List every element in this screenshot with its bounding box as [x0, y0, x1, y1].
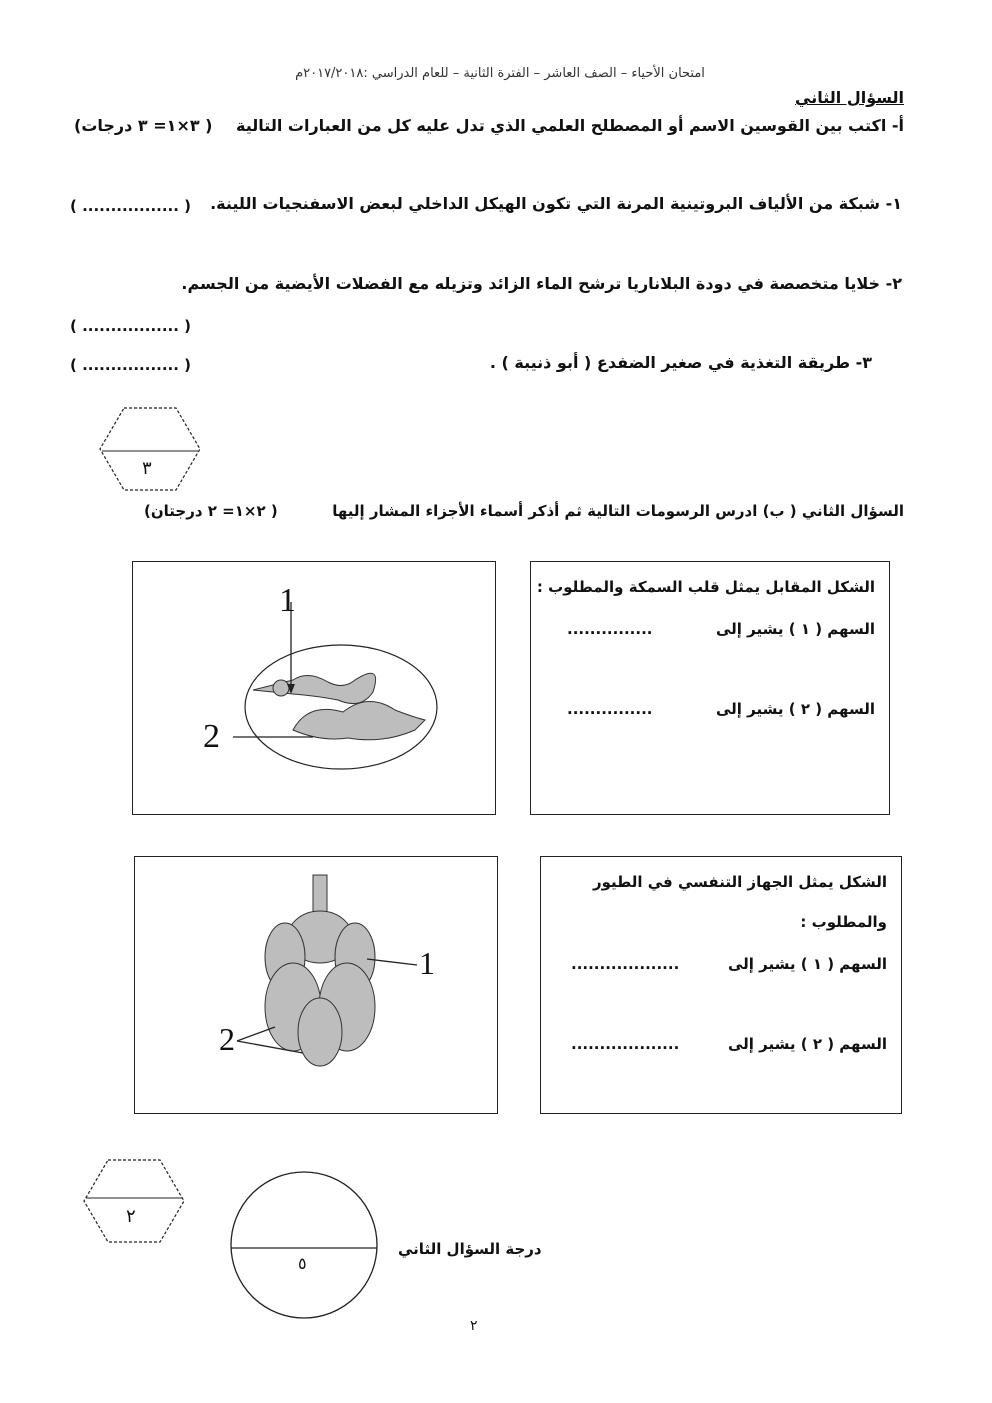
figure1-arrow1-answer[interactable]: ............... [567, 620, 653, 638]
section-a-marks: ( ٣×١= ٣ درجات) [74, 116, 213, 135]
item-3-text: ٣- طريقة التغذية في صغير الضفدع ( أبو ذنيبة ) . [489, 353, 872, 372]
item-1-blank[interactable]: ( ................. ) [70, 197, 192, 215]
figure2-prompt: الشكل يمثل الجهاز التنفسي في الطيور [592, 873, 887, 891]
fish-heart-drawing [133, 562, 495, 814]
total-score-value: ٥ [298, 1254, 307, 1273]
score-hexagon-a [98, 406, 202, 492]
total-score-circle [228, 1170, 380, 1320]
exam-header: امتحان الأحياء – الصف العاشر – الفترة الثانية – للعام الدراسي :٢٠١٧/٢٠١٨م [295, 66, 705, 81]
item-2-text: ٢- خلايا متخصصة في دودة البلاناريا ترشح الماء الزائد وتزيله مع الفضلات الأيضية من الجسم. [181, 274, 902, 293]
section-b-marks: ( ٢×١= ٢ درجتان) [144, 502, 278, 520]
section-b-title: السؤال الثاني ( ب) ادرس الرسومات التالية ثم أذكر أسماء الأجزاء المشار إليها [332, 502, 904, 520]
question-title: السؤال الثاني [795, 88, 904, 107]
figure2-arrow2-label: السهم ( ٢ ) يشير إلى [728, 1035, 887, 1053]
item-2-blank[interactable]: ( ................. ) [70, 317, 192, 335]
figure2-arrow1-label: السهم ( ١ ) يشير إلى [728, 955, 887, 973]
score-hexagon-b [82, 1158, 186, 1244]
figure2-prompt-2: والمطلوب : [800, 913, 887, 931]
figure1-label-2: 2 [203, 718, 220, 755]
score-b-value: ٢ [126, 1206, 136, 1227]
page-number: ٢ [470, 1318, 478, 1334]
figure1-arrow2-label: السهم ( ٢ ) يشير إلى [716, 700, 875, 718]
total-score-label: درجة السؤال الثاني [398, 1240, 542, 1258]
figure2-arrow2-answer[interactable]: ................... [571, 1035, 680, 1053]
bird-respiratory-figure-box [134, 856, 498, 1114]
figure1-prompt: الشكل المقابل يمثل قلب السمكة والمطلوب : [536, 578, 875, 596]
bird-respiratory-question-box [540, 856, 902, 1114]
figure2-arrow1-answer[interactable]: ................... [571, 955, 680, 973]
figure2-label-1: 1 [419, 945, 435, 981]
fish-heart-figure-box [132, 561, 496, 815]
score-a-value: ٣ [142, 458, 152, 479]
section-a-title: أ- اكتب بين القوسين الاسم أو المصطلح العلمي الذي تدل عليه كل من العبارات التالية [236, 116, 904, 135]
figure1-arrow2-answer[interactable]: ............... [567, 700, 653, 718]
item-3-blank[interactable]: ( ................. ) [70, 356, 192, 374]
figure2-label-2: 2 [219, 1021, 235, 1057]
figure1-label-1: 1 [279, 582, 296, 619]
item-1-text: ١- شبكة من الألياف البروتينية المرنة التي تكون الهيكل الداخلي لبعض الاسفنجيات اللينة. [210, 194, 902, 213]
fish-heart-question-box [530, 561, 890, 815]
figure1-arrow1-label: السهم ( ١ ) يشير إلى [716, 620, 875, 638]
bird-respiratory-drawing [135, 857, 497, 1113]
